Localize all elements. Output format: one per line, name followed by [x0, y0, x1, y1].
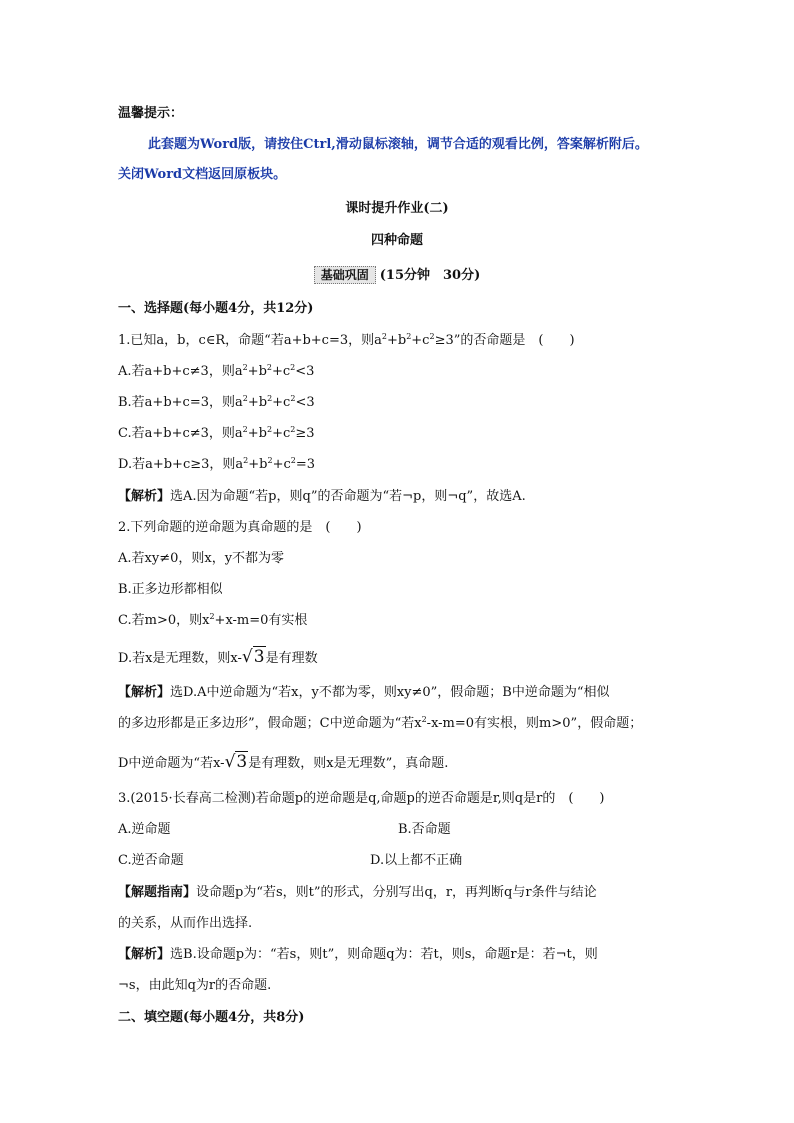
q3-option-a: A.逆命题 — [118, 822, 171, 837]
guide-tag: 【解题指南】 — [118, 885, 197, 900]
q1-option-b: B.若a+b+c=3，则$a^2+b^2+c^2<3$ — [118, 394, 315, 410]
q3-guide-line2: 的关系，从而作出选择. — [118, 916, 253, 931]
analysis-tag: 【解析】 — [118, 947, 171, 962]
q3-analysis-line2: ¬s，由此知q为r的否命题. — [118, 978, 272, 993]
time-score: (15分钟 30分) — [379, 268, 481, 283]
section2-title: 二、填空题(每小题4分，共8分) — [118, 1010, 305, 1025]
q2-analysis-line1: 【解析】选D.A中逆命题为“若x，y不都为零，则xy≠0”，假命题；B中逆命题为“相似 — [118, 685, 610, 700]
q1-stem: 1.已知a，b，c∈R，命题“若a+b+c=3，则$a^2+b^2+c^2\ge 3$”的否命题是 ( ) — [118, 332, 575, 348]
q1-option-a: A.若a+b+c≠3，则$a^2+b^2+c^2<3$ — [118, 363, 315, 379]
page-title: 课时提升作业(二) — [345, 201, 449, 216]
analysis-tag: 【解析】 — [118, 489, 171, 504]
sqrt-symbol: √3 — [241, 647, 265, 667]
q2-stem: 2.下列命题的逆命题为真命题的是 ( ) — [118, 520, 362, 535]
q3-analysis-line1: 【解析】选B.设命题p为：“若s，则t”，则命题q为：若t，则s，命题r是：若¬t，则 — [118, 947, 598, 962]
q1-option-d: D.若a+b+c≥3，则$a^2+b^2+c^2=3$ — [118, 456, 316, 472]
q3-option-b: B.否命题 — [398, 822, 451, 837]
q3-option-d: D.以上都不正确 — [370, 853, 463, 868]
basic-badge: 基础巩固 — [314, 266, 376, 284]
section1-title: 一、选择题(每小题4分，共12分) — [118, 301, 314, 316]
q1-analysis: 【解析】选A.因为命题“若p，则q”的否命题为“若¬p，则¬q”，故选A. — [118, 489, 526, 504]
q1-option-c: C.若a+b+c≠3，则$a^2+b^2+c^2\ge 3$ — [118, 425, 315, 441]
q2-option-c: C.若m>0，则$x^2+x-m=0$有实根 — [118, 612, 308, 628]
q3-guide-line1: 【解题指南】设命题p为“若s，则t”的形式，分别写出q，r，再判断q与r条件与结论 — [118, 885, 597, 900]
analysis-tag: 【解析】 — [118, 685, 171, 700]
q2-option-d: D.若x是无理数，则x-√3是有理数 — [118, 647, 318, 667]
q3-stem: 3.(2015·长春高二检测)若命题p的逆命题是q,命题p的逆否命题是r,则q是r的 ( ) — [118, 791, 605, 806]
q2-option-b: B.正多边形都相似 — [118, 582, 223, 597]
q2-analysis-line2: 的多边形都是正多边形”，假命题；C中逆命题为“若$x^2-x-m=0$有实根，则m>0”，假命题； — [118, 715, 643, 731]
q3-option-c: C.逆否命题 — [118, 853, 184, 868]
section-header — [0, 264, 794, 284]
q2-analysis-line3: D中逆命题为“若x-√3是有理数，则x是无理数”，真命题. — [118, 752, 449, 772]
tip-title: 温馨提示： — [118, 106, 184, 121]
q2-option-a: A.若xy≠0，则x，y不都为零 — [118, 551, 285, 566]
tip-line1: 此套题为Word版，请按住Ctrl,滑动鼠标滚轴，调节合适的观看比例，答案解析附后。 — [148, 137, 648, 152]
sqrt-symbol: √3 — [224, 752, 248, 772]
q3-options-row1 — [118, 821, 451, 839]
page-subtitle: 四种命题 — [370, 233, 423, 248]
q3-options-row2 — [118, 852, 463, 870]
tip-line2: 关闭Word文档返回原板块。 — [118, 167, 287, 182]
